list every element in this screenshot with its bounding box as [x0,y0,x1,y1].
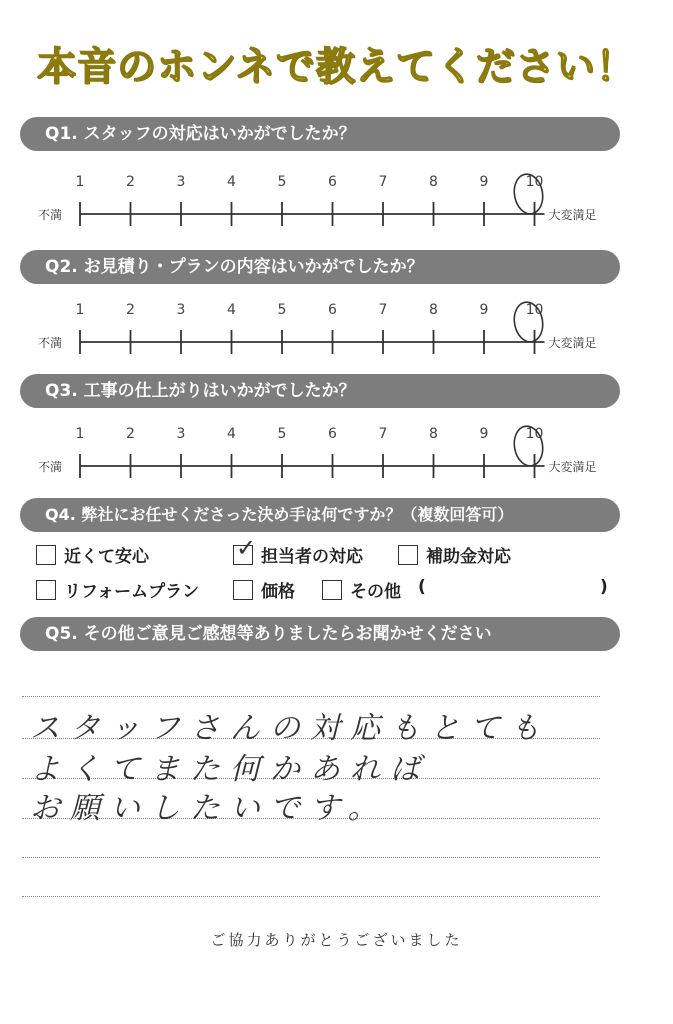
scale-number-8[interactable]: 8 [429,174,438,190]
option-label: 近くて安心 [64,547,149,567]
page-title: 本音のホンネで教えてください！ [37,45,636,90]
option-staff-checkbox[interactable] [233,533,363,567]
scale-high-label: 大変満足 [548,460,597,474]
checkbox-box[interactable] [322,580,342,600]
question-1-header: Q1. スタッフの対応はいかがでしたか？ [20,117,620,151]
scale-number-3[interactable]: 3 [176,302,186,318]
option-label: リフォームプラン [64,582,200,602]
scale-number-7[interactable]: 7 [378,426,388,442]
rating-scale-svg [0,298,673,358]
checkbox-box[interactable] [36,545,56,565]
scale-low-label: 不満 [38,208,63,222]
other-close-paren: ) [600,577,608,597]
option-label: 補助金対応 [426,547,511,567]
scale-number-3[interactable]: 3 [176,174,186,190]
scale-low-label: 不満 [38,336,63,350]
scale-number-10[interactable]: 10 [525,426,544,442]
scale-number-9[interactable]: 9 [479,174,489,190]
scale-number-10[interactable]: 10 [525,174,544,190]
scale-number-9[interactable]: 9 [479,426,489,442]
question-1-rating-scale[interactable] [0,170,673,230]
scale-number-8[interactable]: 8 [429,302,438,318]
scale-number-1[interactable]: 1 [75,426,85,442]
checkbox-box[interactable] [398,545,418,565]
scale-number-3[interactable]: 3 [176,426,186,442]
checkbox-box[interactable] [233,533,257,565]
question-3-rating-scale[interactable] [0,422,673,482]
scale-low-label: 不満 [38,460,63,474]
option-label: 担当者の対応 [261,547,363,567]
handwritten-answer-line: お願いしたいです。 [30,791,388,826]
question-3-header: Q3. 工事の仕上がりはいかがでしたか？ [20,374,620,408]
scale-number-4[interactable]: 4 [227,302,236,318]
option-label: 価格 [261,582,295,602]
scale-number-2[interactable]: 2 [126,426,135,442]
question-4-header: Q4. 弊社にお任せくださった決め手は何ですか？（複数回答可） [20,498,620,532]
scale-number-4[interactable]: 4 [227,174,236,190]
scale-high-label: 大変満足 [548,336,597,350]
handwritten-answer-line: スタッフさんの対応もとても [30,711,550,746]
scale-number-5[interactable]: 5 [277,174,287,190]
question-5-header: Q5. その他ご意見ご感想等ありましたらお聞かせください [20,617,620,651]
thank-you-note: ご協力ありがとうございました [210,931,463,949]
question-2-rating-scale[interactable] [0,298,673,358]
scale-number-1[interactable]: 1 [75,302,85,318]
scale-number-6[interactable]: 6 [328,302,337,318]
scale-number-9[interactable]: 9 [479,302,489,318]
option-subsidy-checkbox[interactable] [398,542,511,567]
scale-number-4[interactable]: 4 [227,426,236,442]
answer-rule [22,896,600,897]
question-2-header: Q2. お見積り・プランの内容はいかがでしたか？ [20,250,620,284]
scale-high-label: 大変満足 [548,208,597,222]
checkbox-box[interactable] [233,580,253,600]
scale-number-10[interactable]: 10 [525,302,544,318]
option-label: その他 [350,582,401,602]
option-other-checkbox[interactable] [322,577,401,602]
scale-number-6[interactable]: 6 [328,426,337,442]
rating-scale-svg [0,422,673,482]
option-nearby-checkbox[interactable] [36,542,149,567]
checkbox-box[interactable] [36,580,56,600]
handwritten-answer-line: よくてまた何かあれば [30,752,430,787]
scale-number-2[interactable]: 2 [126,302,135,318]
option-plan-checkbox[interactable] [36,577,199,602]
scale-number-1[interactable]: 1 [75,174,85,190]
scale-number-5[interactable]: 5 [277,426,287,442]
scale-number-6[interactable]: 6 [328,174,337,190]
answer-rule [22,857,600,858]
option-price-checkbox[interactable] [233,577,295,602]
scale-number-2[interactable]: 2 [126,174,135,190]
scale-number-5[interactable]: 5 [277,302,287,318]
answer-rule [22,696,600,697]
rating-scale-svg [0,170,673,230]
other-open-paren: ( [418,577,426,597]
scale-number-7[interactable]: 7 [378,302,388,318]
scale-number-8[interactable]: 8 [429,426,438,442]
checkmark-icon: ✓ [236,533,257,562]
scale-number-7[interactable]: 7 [378,174,388,190]
